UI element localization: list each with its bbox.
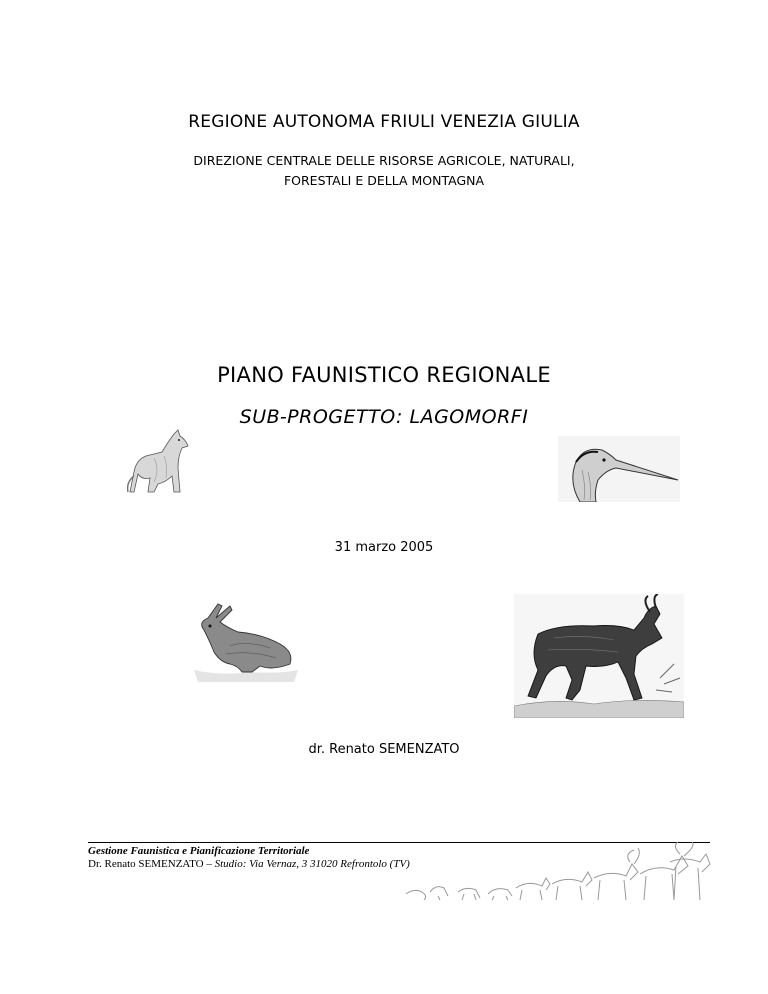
- footer-line-2: [88, 858, 410, 870]
- direction-line-2: FORESTALI E DELLA MONTAGNA: [283, 173, 485, 188]
- footer-separator: –: [203, 858, 215, 870]
- document-date: 31 marzo 2005: [334, 540, 434, 555]
- footer-author: Dr. Renato SEMENZATO: [88, 858, 204, 870]
- chamois-illustration: [514, 594, 684, 718]
- region-heading: REGIONE AUTONOMA FRIULI VENEZIA GIULIA: [188, 112, 580, 132]
- footer-address: Studio: Via Vernaz, 3 31020 Refrontolo (TV): [214, 858, 410, 870]
- document-title: PIANO FAUNISTICO REGIONALE: [217, 363, 551, 387]
- fox-illustration: [124, 426, 192, 496]
- footer-line-1: Gestione Faunistica e Pianificazione Territoriale: [88, 845, 310, 857]
- author-name: dr. Renato SEMENZATO: [308, 742, 460, 757]
- animal-frieze-illustration: [404, 842, 716, 904]
- document-subtitle: SUB-PROGETTO: LAGOMORFI: [239, 406, 529, 428]
- heron-illustration: [558, 436, 680, 502]
- hare-illustration: [190, 600, 300, 682]
- direction-line-1: DIREZIONE CENTRALE DELLE RISORSE AGRICOLE, NATURALI,: [193, 153, 575, 168]
